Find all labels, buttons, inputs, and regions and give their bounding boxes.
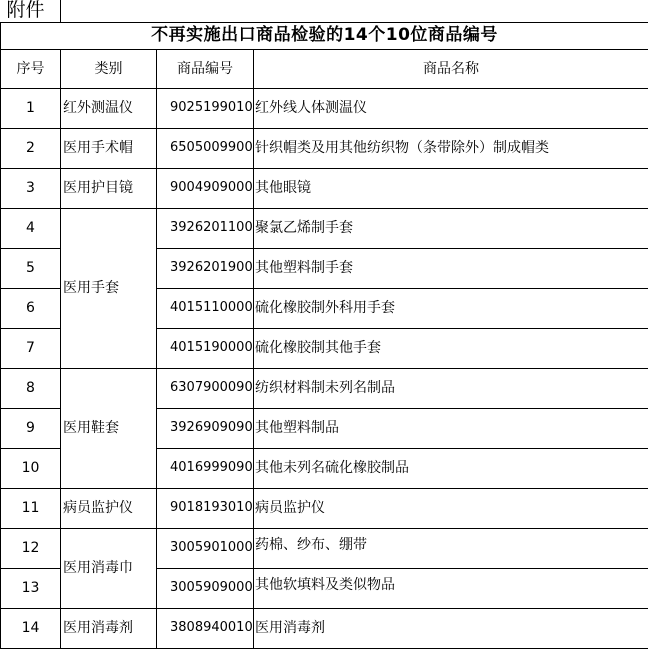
row-name: 红外线人体测温仪 [254,89,648,129]
title-row [1,23,648,50]
row-name: 硫化橡胶制外科用手套 [254,289,648,329]
row-code: 4015190000 [157,329,254,369]
row-code: 4016999090 [157,449,254,489]
row-name: 病员监护仪 [254,489,648,529]
row-name: 硫化橡胶制其他手套 [254,329,648,369]
row-category: 病员监护仪 [61,489,157,529]
table-row [1,169,648,209]
table-row [1,369,648,409]
row-name: 药棉、纱布、绷带 [254,529,648,569]
table-title: 不再实施出口商品检验的14个10位商品编号 [1,23,648,50]
table-row [1,609,648,649]
row-code: 3926201900 [157,249,254,289]
row-seq: 10 [1,449,61,489]
row-seq: 4 [1,209,61,249]
row-name: 医用消毒剂 [254,609,648,649]
row-seq: 11 [1,489,61,529]
table-row [1,89,648,129]
header-category: 类别 [61,50,157,89]
row-category: 医用手术帽 [61,129,157,169]
row-category: 医用护目镜 [61,169,157,209]
row-name: 其他塑料制手套 [254,249,648,289]
header-code: 商品编号 [157,50,254,89]
table-row [1,529,648,569]
header-row [1,50,648,89]
row-name: 其他眼镜 [254,169,648,209]
row-code: 9018193010 [157,489,254,529]
row-seq: 3 [1,169,61,209]
row-category: 医用手套 [61,209,157,369]
row-code: 3808940010 [157,609,254,649]
row-name: 针织帽类及用其他纺织物（条带除外）制成帽类 [254,129,648,169]
row-code: 3005909000 [157,569,254,609]
row-code: 9025199010 [157,89,254,129]
row-code: 3926201100 [157,209,254,249]
row-name: 聚氯乙烯制手套 [254,209,648,249]
row-category: 医用鞋套 [61,369,157,489]
table-row [1,129,648,169]
row-name: 其他塑料制品 [254,409,648,449]
row-seq: 7 [1,329,61,369]
row-seq: 6 [1,289,61,329]
row-name: 其他未列名硫化橡胶制品 [254,449,648,489]
row-name: 纺织材料制未列名制品 [254,369,648,409]
attachment-row [1,0,648,23]
header-seq: 序号 [1,50,61,89]
row-category: 医用消毒巾 [61,529,157,609]
attachment-label: 附件 [1,0,61,23]
row-seq: 9 [1,409,61,449]
row-seq: 12 [1,529,61,569]
row-seq: 13 [1,569,61,609]
row-seq: 14 [1,609,61,649]
row-name: 其他软填料及类似物品 [254,569,648,609]
row-seq: 2 [1,129,61,169]
row-code: 6307900090 [157,369,254,409]
row-seq: 8 [1,369,61,409]
row-seq: 5 [1,249,61,289]
header-name: 商品名称 [254,50,648,89]
row-category: 红外测温仪 [61,89,157,129]
row-category: 医用消毒剂 [61,609,157,649]
row-code: 4015110000 [157,289,254,329]
row-code: 3005901000 [157,529,254,569]
row-code: 6505009900 [157,129,254,169]
row-code: 3926909090 [157,409,254,449]
attachment-blank [61,0,648,23]
row-code: 9004909000 [157,169,254,209]
table-row [1,489,648,529]
row-seq: 1 [1,89,61,129]
table-row [1,209,648,249]
